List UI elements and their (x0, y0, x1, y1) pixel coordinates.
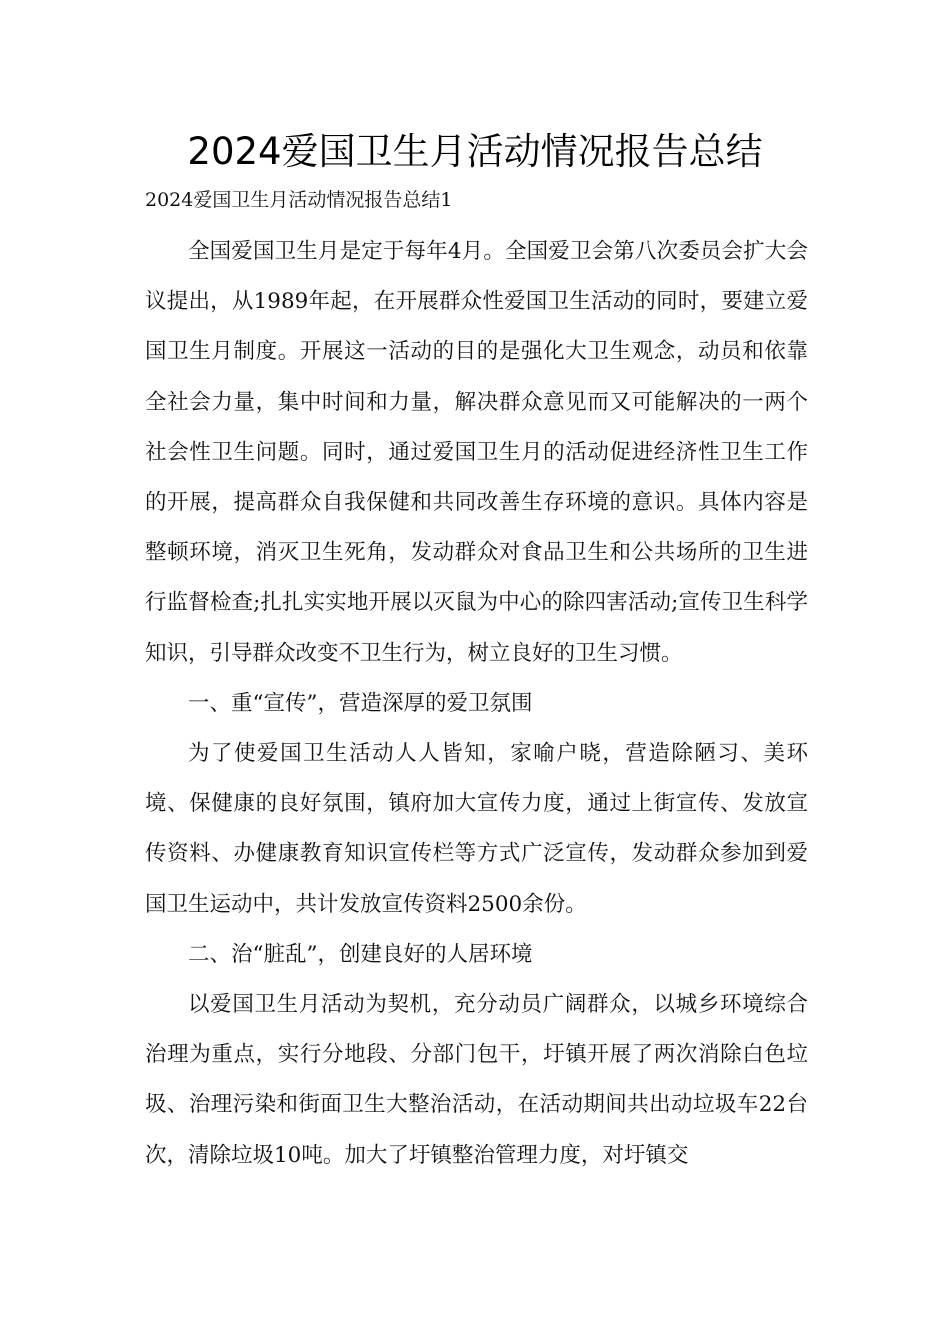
section-heading-cleanup: 二、治“脏乱”，创建良好的人居环境 (188, 941, 533, 967)
paragraph-publicity: 为了使爱国卫生活动人人皆知，家喻户晓，营造除陋习、美环境、保健康的良好氛围，镇府加大宣传力度，通过上街宣传、发放宣传资料、办健康教育知识宣传栏等方式广泛宣传，发动群众参加到爱国卫生运动中，共计发放宣传资料2500余份。 (145, 741, 808, 917)
paragraph-intro: 全国爱国卫生月是定于每年4月。全国爱卫会第八次委员会扩大会议提出，从1989年起，在开展群众性爱国卫生活动的同时，要建立爱国卫生月制度。开展这一活动的目的是强化大卫生观念，动员和依靠全社会力量，集中时间和力量，解决群众意见而又可能解决的一两个社会性卫生问题。同时，通过爱国卫生月的活动促进经济性卫生工作的开展，提高群众自我保健和共同改善生存环境的意识。具体内容是整顿环境，消灭卫生死角，发动群众对食品卫生和公共场所的卫生进行监督检查;扎扎实实地开展以灭鼠为中心的除四害活动;宣传卫生科学知识，引导群众改变不卫生行为，树立良好的卫生习惯。 (145, 239, 808, 666)
paragraph-cleanup: 以爱国卫生月活动为契机，充分动员广阔群众，以城乡环境综合治理为重点，实行分地段、分部门包干，圩镇开展了两次消除白色垃圾、治理污染和街面卫生大整治活动，在活动期间共出动垃圾车22台次，清除垃圾10吨。加大了圩镇整治管理力度，对圩镇交 (145, 992, 808, 1168)
section-heading-publicity: 一、重“宣传”，营造深厚的爱卫氛围 (188, 690, 533, 716)
document-subtitle: 2024爱国卫生月活动情况报告总结1 (145, 189, 453, 211)
document-body (145, 227, 808, 1181)
document-title: 2024爱国卫生月活动情况报告总结 (187, 130, 763, 173)
